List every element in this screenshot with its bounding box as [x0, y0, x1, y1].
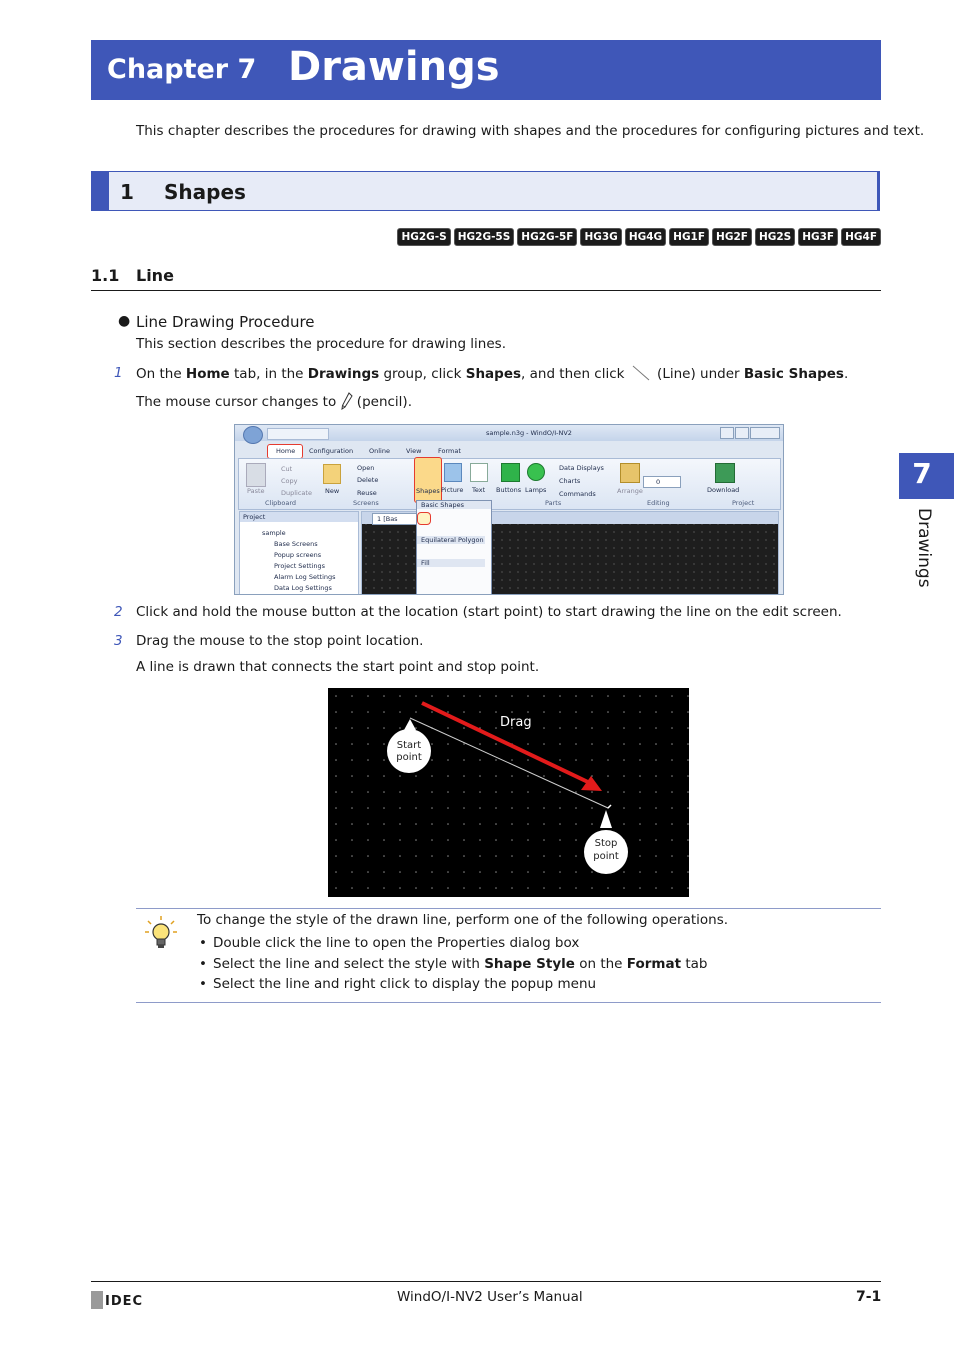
- group-parts: Parts: [545, 499, 562, 507]
- group-screens: Screens: [353, 499, 379, 507]
- picture-button[interactable]: Picture: [441, 486, 464, 494]
- download-button[interactable]: Download: [707, 486, 740, 494]
- buttons-icon: [501, 463, 520, 482]
- procedure-bullet: ●: [118, 313, 131, 329]
- subsection-heading: [91, 266, 881, 291]
- home-tab-ref: Home: [185, 366, 230, 382]
- tab-label: Home: [276, 447, 296, 455]
- arrange-icon: [620, 463, 640, 483]
- idec-logo: [91, 1291, 143, 1309]
- project-pane-title: Project: [243, 513, 266, 521]
- text-run: (pencil).: [352, 394, 412, 410]
- buttons-button[interactable]: Buttons: [496, 486, 522, 494]
- tab-online[interactable]: Online: [369, 447, 390, 455]
- stop-point-label-2: point: [593, 851, 619, 862]
- download-icon: [715, 463, 735, 483]
- model-badge: HG4G: [625, 228, 666, 246]
- project-pane-header: [240, 512, 358, 522]
- picture-icon: [444, 463, 462, 482]
- data-displays-button[interactable]: Data Displays: [559, 464, 604, 472]
- dropdown-equilateral-polygon: Equilateral Polygon: [421, 536, 484, 544]
- shapes-dropdown: [416, 500, 492, 595]
- tree-item-base-screens[interactable]: Base Screens: [274, 540, 318, 548]
- text-run: On the: [136, 366, 186, 382]
- section-number: 1: [120, 180, 134, 204]
- arrange-button[interactable]: Arrange: [617, 487, 643, 495]
- paste-button[interactable]: Paste: [247, 487, 265, 495]
- delete-button[interactable]: Delete: [357, 476, 379, 484]
- minimize-button[interactable]: [720, 427, 734, 439]
- tip-bullet: •: [199, 956, 207, 972]
- tree-item-project-settings[interactable]: Project Settings: [274, 562, 325, 570]
- step-2-text: Click and hold the mouse button at the location (start point) to start drawing the line on the edit screen.: [136, 604, 842, 620]
- model-badges: [397, 228, 881, 246]
- spin-input[interactable]: [643, 476, 681, 488]
- side-tab-number: 7: [912, 457, 932, 490]
- procedure-title: Line Drawing Procedure: [136, 313, 315, 331]
- text-run: (Line) under: [652, 366, 744, 382]
- app-orb-icon[interactable]: [243, 426, 263, 444]
- tree-item-popup-screens[interactable]: Popup screens: [274, 551, 322, 559]
- spin-value: 0: [656, 478, 661, 486]
- app-screenshot: [234, 424, 784, 595]
- basic-shapes-ref: Basic Shapes: [743, 366, 844, 382]
- duplicate-button[interactable]: Duplicate: [281, 489, 312, 497]
- step-3-result: A line is drawn that connects the start point and stop point.: [136, 659, 540, 675]
- model-badge: HG4F: [841, 228, 881, 246]
- text-run: on the: [574, 956, 627, 972]
- drag-label: Drag: [500, 715, 532, 730]
- pencil-icon: [341, 392, 353, 410]
- page-number: 7-1: [856, 1289, 882, 1305]
- tip-bullet: •: [199, 976, 207, 992]
- lamps-icon: [527, 463, 545, 481]
- chapter-banner: [91, 40, 881, 100]
- text-run: The mouse cursor changes to: [136, 394, 341, 410]
- step-1-text: [136, 365, 848, 382]
- tab-view[interactable]: View: [406, 447, 422, 455]
- dropdown-basic-shapes: Basic Shapes: [421, 501, 465, 509]
- tip-box: [136, 908, 881, 1003]
- new-button[interactable]: New: [325, 487, 340, 495]
- format-tab-ref: Format: [626, 956, 682, 972]
- tree-item-alarm-log[interactable]: Alarm Log Settings: [274, 573, 336, 581]
- text-run: tab, in the: [229, 366, 308, 382]
- ribbon: [238, 458, 781, 510]
- tip-item-1: Double click the line to open the Properties dialog box: [213, 935, 580, 951]
- model-badge: HG1F: [669, 228, 709, 246]
- group-clipboard: Clipboard: [265, 499, 297, 507]
- section-heading: [91, 171, 880, 211]
- chapter-side-tab: [899, 453, 954, 499]
- tree-item-sample[interactable]: sample: [262, 529, 286, 537]
- model-badge: HG2G-S: [397, 228, 450, 246]
- charts-button[interactable]: Charts: [559, 477, 581, 485]
- logo-mark-icon: [91, 1291, 103, 1309]
- model-badge: HG2F: [712, 228, 752, 246]
- line-icon: [631, 365, 651, 381]
- text-run: group, click: [379, 366, 466, 382]
- model-badge: HG2S: [755, 228, 795, 246]
- group-project: Project: [732, 499, 755, 507]
- shapes-ref: Shapes: [465, 366, 522, 382]
- line-shape-option[interactable]: [417, 512, 431, 525]
- stop-point-label-1: Stop: [594, 838, 618, 849]
- subsection-title: Line: [136, 266, 174, 285]
- dropdown-header: [417, 501, 491, 509]
- manual-title: WindO/I-NV2 User’s Manual: [397, 1289, 583, 1305]
- tip-intro: To change the style of the drawn line, perform one of the following operations.: [197, 912, 729, 928]
- start-point-label-1: Start: [396, 740, 422, 751]
- dropdown-fill-header: [417, 559, 485, 567]
- chapter-title: Drawings: [288, 44, 500, 90]
- chapter-label: Chapter 7: [107, 54, 257, 85]
- cut-button[interactable]: Cut: [281, 465, 293, 473]
- step-number: 1: [114, 365, 123, 381]
- model-badge: HG2G-5S: [454, 228, 515, 246]
- footer-rule: [91, 1281, 881, 1282]
- drawings-group-ref: Drawings: [307, 366, 380, 382]
- paste-icon: [246, 463, 266, 487]
- quick-access-toolbar[interactable]: [267, 428, 329, 440]
- reuse-button[interactable]: Reuse: [357, 489, 377, 497]
- tab-format[interactable]: Format: [438, 447, 461, 455]
- shapes-button[interactable]: [414, 457, 442, 503]
- lightbulb-icon: [144, 915, 178, 951]
- logo-text: IDEC: [105, 1294, 144, 1309]
- text-button[interactable]: Text: [472, 486, 486, 494]
- tip-bullet: •: [199, 935, 207, 951]
- close-button[interactable]: [750, 427, 780, 439]
- model-badge: HG2G-5F: [517, 228, 577, 246]
- side-tab-label: Drawings: [914, 508, 934, 588]
- step-number: 3: [114, 633, 123, 649]
- subsection-number: 1.1: [91, 266, 120, 285]
- text-run: , and then click: [521, 366, 629, 382]
- text-run: Select the line and select the style with: [213, 956, 485, 972]
- shape-style-ref: Shape Style: [484, 956, 575, 972]
- screen-tab-label: 1 [Bas: [377, 515, 398, 523]
- chapter-intro: This chapter describes the procedures for drawing with shapes and the procedures for configuring pictures and text.: [136, 123, 925, 139]
- text-icon: [470, 463, 488, 482]
- drawing-example: [328, 688, 689, 897]
- step-3-text: Drag the mouse to the stop point location.: [136, 633, 424, 649]
- new-screen-icon: [323, 464, 341, 484]
- cursor-note: [136, 392, 412, 410]
- model-badge: HG3G: [580, 228, 621, 246]
- project-pane: [239, 511, 359, 595]
- lamps-button[interactable]: Lamps: [525, 486, 547, 494]
- copy-button[interactable]: Copy: [281, 477, 298, 485]
- group-editing: Editing: [647, 499, 670, 507]
- dropdown-polygon-header: [417, 536, 485, 544]
- tab-home[interactable]: [267, 444, 303, 459]
- commands-button[interactable]: Commands: [559, 490, 596, 498]
- section-title: Shapes: [164, 180, 246, 204]
- title-bar: [235, 425, 783, 441]
- maximize-button[interactable]: [735, 427, 749, 439]
- model-badge: HG3F: [798, 228, 838, 246]
- tab-configuration[interactable]: Configuration: [309, 447, 354, 455]
- tip-item-3: Select the line and right click to display the popup menu: [213, 976, 597, 992]
- start-point-label-2: point: [396, 752, 422, 763]
- dropdown-fill: Fill: [421, 559, 430, 567]
- procedure-description: This section describes the procedure for drawing lines.: [136, 336, 506, 352]
- shapes-label: Shapes: [416, 487, 440, 495]
- tip-item-2: [213, 956, 707, 972]
- text-run: tab: [681, 956, 708, 972]
- window-title: sample.n3g - WindO/I-NV2: [486, 429, 572, 437]
- open-button[interactable]: Open: [357, 464, 375, 472]
- tree-item-data-log[interactable]: Data Log Settings: [274, 584, 332, 592]
- step-number: 2: [114, 604, 123, 620]
- text-run: .: [843, 366, 849, 382]
